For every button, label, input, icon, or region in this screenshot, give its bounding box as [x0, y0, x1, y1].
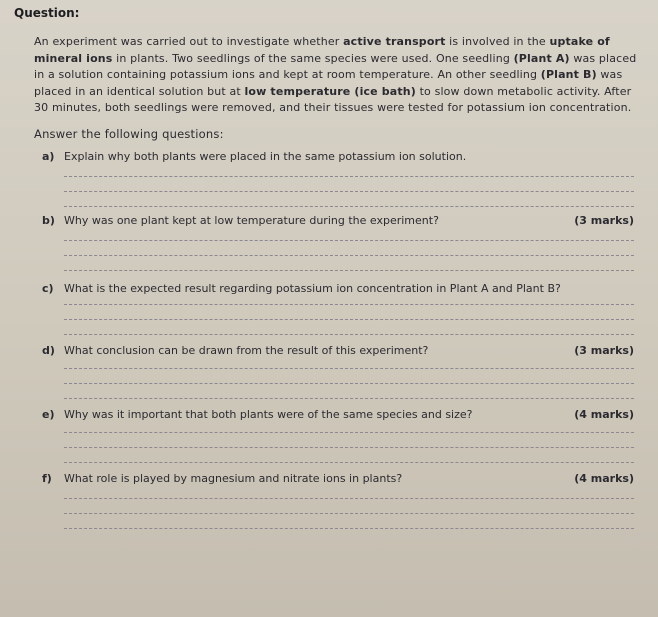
- question-text: What conclusion can be drawn from the result of this experiment?: [64, 343, 429, 357]
- answer-line[interactable]: [64, 176, 634, 177]
- answer-line[interactable]: [64, 432, 634, 433]
- intro-text: to slow down metabolic activity. After 30 minutes, both seedlings were removed, and their tissues were tested for potassium ion concentration.: [34, 84, 632, 114]
- answer-line[interactable]: [64, 206, 634, 207]
- question-letter: d): [42, 343, 55, 357]
- question-b: [42, 213, 634, 228]
- intro-bold: (Plant A): [513, 51, 570, 65]
- marks-label: (4 marks): [574, 471, 634, 485]
- marks-label: (3 marks): [574, 343, 634, 357]
- answer-line[interactable]: [64, 334, 634, 335]
- answer-line[interactable]: [64, 319, 634, 320]
- answer-line[interactable]: [64, 191, 634, 192]
- answer-prompt: Answer the following questions:: [34, 126, 224, 141]
- intro-text: is involved in the: [445, 35, 550, 48]
- answer-line[interactable]: [64, 528, 634, 529]
- question-heading: Question:: [14, 6, 80, 20]
- intro-bold: low temperature (ice bath): [244, 84, 416, 98]
- intro-text: in plants. Two seedlings of the same species were used. One seedling: [112, 51, 514, 65]
- question-letter: f): [42, 471, 52, 485]
- answer-line[interactable]: [64, 513, 634, 514]
- intro-bold: (Plant B): [540, 68, 597, 81]
- answer-line[interactable]: [64, 255, 634, 256]
- intro-text: An experiment was carried out to investigate whether: [34, 35, 344, 48]
- answer-line[interactable]: [64, 462, 634, 463]
- question-c: [42, 281, 634, 296]
- intro-text: was placed in an identical solution but at: [34, 68, 623, 98]
- answer-line[interactable]: [64, 398, 634, 399]
- answer-line[interactable]: [64, 240, 634, 241]
- intro-bold: uptake of mineral ions: [34, 35, 610, 65]
- answer-line[interactable]: [64, 304, 634, 305]
- marks-label: (4 marks): [574, 407, 634, 421]
- answer-line[interactable]: [64, 383, 634, 384]
- intro-bold: active transport: [343, 35, 446, 48]
- question-letter: e): [42, 407, 55, 421]
- question-text: What role is played by magnesium and nitrate ions in plants?: [64, 471, 403, 485]
- question-f: [42, 471, 634, 486]
- question-letter: c): [42, 281, 54, 295]
- experiment-description: [34, 34, 640, 117]
- question-d: [42, 343, 634, 358]
- answer-line[interactable]: [64, 498, 634, 499]
- marks-label: (3 marks): [574, 213, 634, 227]
- question-text: Why was one plant kept at low temperature during the experiment?: [64, 213, 439, 227]
- question-letter: a): [42, 149, 55, 163]
- answer-line[interactable]: [64, 270, 634, 271]
- question-text: Why was it important that both plants were of the same species and size?: [64, 407, 473, 421]
- question-text: Explain why both plants were placed in the same potassium ion solution.: [64, 149, 467, 163]
- answer-line[interactable]: [64, 447, 634, 448]
- question-e: [42, 407, 634, 422]
- intro-text: was placed in a solution containing potassium ions and kept at room temperature. An other seedling: [34, 51, 637, 81]
- question-letter: b): [42, 213, 55, 227]
- answer-line[interactable]: [64, 368, 634, 369]
- question-a: [42, 149, 634, 164]
- question-text: What is the expected result regarding potassium ion concentration in Plant A and Plant B?: [64, 281, 561, 295]
